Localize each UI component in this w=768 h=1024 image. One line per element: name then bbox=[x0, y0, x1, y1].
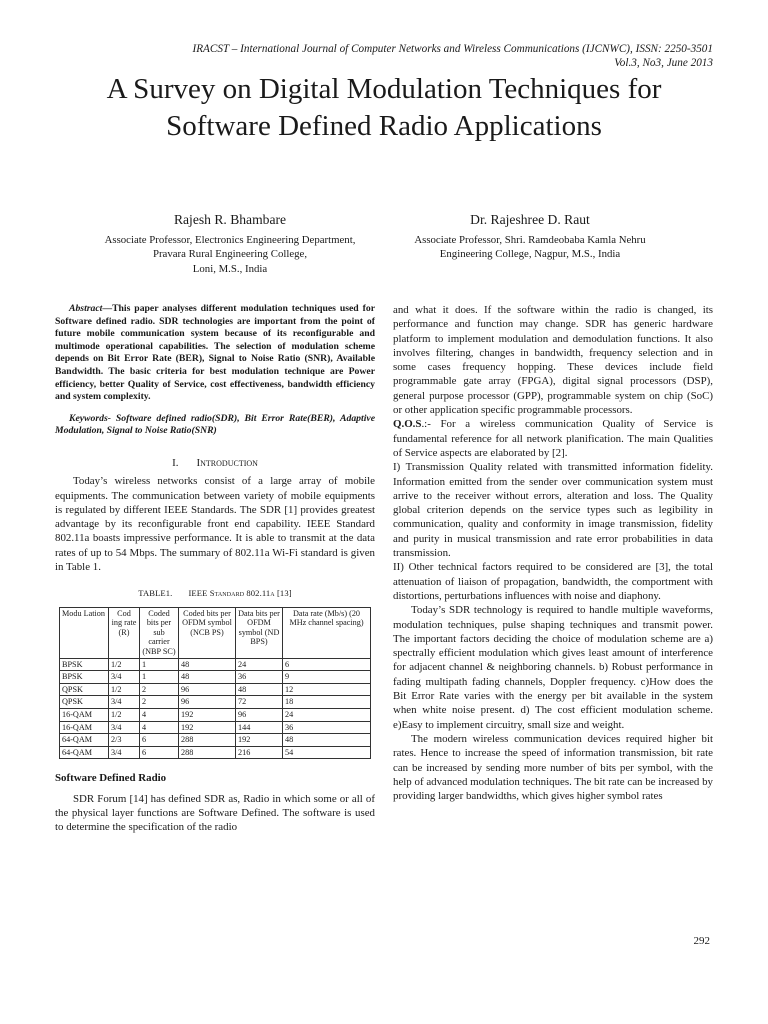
table-cell: 216 bbox=[236, 746, 283, 759]
table-cell: 4 bbox=[140, 721, 179, 734]
table-cell: 1 bbox=[140, 671, 179, 684]
affiliation-line: Associate Professor, Shri. Ramdeobaba Kamla Nehru bbox=[414, 234, 646, 246]
table-row bbox=[60, 683, 371, 696]
journal-header-line1: IRACST – International Journal of Computer Networks and Wireless Communications (IJCNWC), ISSN: 2250-3501 bbox=[192, 43, 713, 55]
table-cell: 1/2 bbox=[109, 658, 140, 671]
table-cell: 144 bbox=[236, 721, 283, 734]
table-cell: 24 bbox=[236, 658, 283, 671]
affiliation-line: Associate Professor, Electronics Engineering Department, bbox=[104, 234, 356, 246]
table-header-cell: Data bits per OFDM symbol (ND BPS) bbox=[236, 607, 283, 658]
table-cell: 12 bbox=[283, 683, 371, 696]
table-cell: 192 bbox=[179, 708, 236, 721]
table-cell: 16-QAM bbox=[60, 721, 109, 734]
table-header-cell: Data rate (Mb/s) (20 MHz channel spacing) bbox=[283, 607, 371, 658]
table-cell: 6 bbox=[140, 734, 179, 747]
table-cell: 1/2 bbox=[109, 708, 140, 721]
table-cell: 192 bbox=[236, 734, 283, 747]
table-cell: 36 bbox=[236, 671, 283, 684]
affiliation-line: Pravara Rural Engineering College, bbox=[152, 248, 308, 261]
paper-title-line2: Software Defined Radio Applications bbox=[166, 110, 602, 142]
table-cell: 288 bbox=[179, 734, 236, 747]
table-cell: 96 bbox=[236, 708, 283, 721]
paper-title-line1: A Survey on Digital Modulation Techniques for bbox=[106, 73, 662, 105]
table-header-cell: Modu Lation bbox=[60, 607, 109, 658]
left-column bbox=[55, 303, 375, 835]
affiliation-line: Engineering College, Nagpur, M.S., India bbox=[439, 248, 621, 261]
table-cell: 64-QAM bbox=[60, 746, 109, 759]
qos-label: Q.O.S bbox=[393, 418, 422, 431]
table-header-cell: Coded bits per sub carrier (NBP SC) bbox=[140, 607, 179, 658]
table-cell: 2/3 bbox=[109, 734, 140, 747]
table-cell: 9 bbox=[283, 671, 371, 684]
author-name: Rajesh R. Bhambare bbox=[173, 212, 287, 227]
table-cell: 2 bbox=[140, 696, 179, 709]
table-row bbox=[60, 658, 371, 671]
right-paragraph-2: Today’s SDR technology is required to handle multiple waveforms, modulation techniques, pulse shaping techniques and transmit power. The important factors deciding the choice of modulation scheme are a) spectrally efficient modulation which gives least amount of interference for adjacent channel & neighboring channels. b) Robust performance in fading multipath fading channels, Doppler frequency. c)How does the Bit Error Rate varies with the energy per bit available in the system when white noise present. d) The cost efficient modulation scheme. e)Easy to implement circuitry, small size and weight. bbox=[393, 604, 713, 731]
table-row bbox=[60, 696, 371, 709]
journal-header-line2: Vol.3, No3, June 2013 bbox=[614, 56, 713, 69]
journal-header bbox=[192, 43, 713, 70]
section-heading-introduction bbox=[55, 456, 375, 470]
section-number: I. bbox=[172, 456, 179, 469]
table-cell: BPSK bbox=[60, 658, 109, 671]
subsection-heading: Software Defined Radio bbox=[55, 772, 167, 785]
affiliation-line: Loni, M.S., India bbox=[192, 262, 268, 275]
table-cell: QPSK bbox=[60, 696, 109, 709]
table-cell: 3/4 bbox=[109, 696, 140, 709]
table-cell: 1 bbox=[140, 658, 179, 671]
table-cell: 48 bbox=[179, 658, 236, 671]
table-title: IEEE Standard 802.11a [13] bbox=[188, 588, 292, 599]
page-number: 292 bbox=[693, 935, 710, 947]
table-cell: 3/4 bbox=[109, 671, 140, 684]
author-affiliation bbox=[70, 233, 390, 276]
table-cell: QPSK bbox=[60, 683, 109, 696]
table-cell: BPSK bbox=[60, 671, 109, 684]
table-row bbox=[60, 721, 371, 734]
table-cell: 96 bbox=[179, 696, 236, 709]
paper-title bbox=[0, 71, 768, 145]
table-row bbox=[60, 708, 371, 721]
section-title: Introduction bbox=[196, 456, 258, 469]
modulation-table bbox=[59, 607, 371, 760]
table-cell: 4 bbox=[140, 708, 179, 721]
table-cell: 48 bbox=[236, 683, 283, 696]
table-header-cell: Coded bits per OFDM symbol (NCB PS) bbox=[179, 607, 236, 658]
qos-paragraph bbox=[393, 417, 713, 460]
table-cell: 2 bbox=[140, 683, 179, 696]
table-cell: 54 bbox=[283, 746, 371, 759]
author-block-2 bbox=[372, 211, 688, 262]
table-cell: 1/2 bbox=[109, 683, 140, 696]
table-caption bbox=[55, 586, 375, 600]
table-cell: 72 bbox=[236, 696, 283, 709]
table-cell: 192 bbox=[179, 721, 236, 734]
right-paragraph-1: and what it does. If the software within the radio is changed, its performance and function may change. SDR has generic hardware platform to implement modulation and demodulation functions. It also involves filtering, changes in bandwidth, frequency selection and in some cases frequency hopping. These devices include field programmable gate array (FPGA), digital signal processors (DSP), general purpose processor (GPP), programmable system on chip (SoC) or other application specific programmable processors. bbox=[393, 304, 713, 417]
table-row bbox=[60, 734, 371, 747]
table-label: TABLE1. bbox=[138, 588, 173, 599]
author-block-1 bbox=[70, 211, 390, 276]
right-paragraph-3: The modern wireless communication devices required higher bit rates. Hence to increase the speed of information transmission, bit rate can be increased by sending more number of bits per symbol, with the help of advanced modulation techniques. The bit rate can be increased by providing larger bandwidths, which gives higher symbol rates bbox=[393, 732, 713, 803]
author-affiliation bbox=[372, 233, 688, 262]
table-cell: 6 bbox=[283, 658, 371, 671]
keywords: Keywords- Software defined radio(SDR), Bit Error Rate(BER), Adaptive Modulation, Signal to Noise Ratio(SNR) bbox=[55, 412, 375, 437]
abstract-label: Abstract bbox=[69, 303, 103, 314]
table-cell: 16-QAM bbox=[60, 708, 109, 721]
qos-text: .:- For a wireless communication Quality of Service is fundamental reference for all network planification. The main Qualities of Service aspects are elaborated by [2]. bbox=[393, 418, 713, 459]
sdr-paragraph: SDR Forum [14] has defined SDR as, Radio in which some or all of the physical layer functions are Software Defined. The software is used to determine the specification of the radio bbox=[55, 792, 375, 834]
table-header-cell: Cod ing rate (R) bbox=[109, 607, 140, 658]
intro-paragraph: Today’s wireless networks consist of a large array of mobile equipments. The communication between variety of mobile equipments is regulated by different IEEE Standards. The SDR [1] provides greatest advantage by its reconfigurable front end capability. IEEE Standard 802.11a boasts impressive performance. It is able to transmit at the data rates of up to 54 Mbps. The summary of 802.11a Wi-Fi standard is given in Table 1. bbox=[55, 475, 375, 574]
table-header-row bbox=[60, 607, 371, 658]
table-row bbox=[60, 746, 371, 759]
paragraph-ii: II) Other technical factors required to be considered are [3], the total attenuation of liaison of propagation, bandwidth, the comportment with distortions, perturbations influences with noise and diaphony. bbox=[393, 561, 713, 602]
author-name: Dr. Rajeshree D. Raut bbox=[470, 212, 590, 227]
table-cell: 6 bbox=[140, 746, 179, 759]
table-cell: 48 bbox=[179, 671, 236, 684]
right-column bbox=[393, 303, 713, 803]
abstract-text: —This paper analyses different modulation techniques used for Software defined radio. SDR technologies are important from the point of future mobile communication system because of its reconfigurable and multimode operational capabilities. The selection of modulation scheme depends on Bit Error Rate (BER), Signal to Noise Ratio (SNR), Available Bandwidth. The basic criteria for best modulation technique are Power efficiency, better Quality of Service, cost effectiveness, bandwidth efficiency and system complexity. bbox=[55, 303, 375, 403]
table-row bbox=[60, 671, 371, 684]
table-cell: 3/4 bbox=[109, 746, 140, 759]
paragraph-i: I) Transmission Quality related with transmitted information fidelity. Information emitted from the sender over communication system must arrive to the receiver without errors, alteration and loss. The Quality global criterion depends on the service types such as legibility in communication, quality and conformity in image transmission, fidelity and purity in musical transmission and rate error probabilities in data transmission. bbox=[393, 461, 713, 560]
table-cell: 48 bbox=[283, 734, 371, 747]
table-cell: 36 bbox=[283, 721, 371, 734]
table-cell: 64-QAM bbox=[60, 734, 109, 747]
table-cell: 96 bbox=[179, 683, 236, 696]
table-cell: 3/4 bbox=[109, 721, 140, 734]
table-cell: 18 bbox=[283, 696, 371, 709]
table-cell: 288 bbox=[179, 746, 236, 759]
table-cell: 24 bbox=[283, 708, 371, 721]
abstract bbox=[55, 303, 375, 404]
